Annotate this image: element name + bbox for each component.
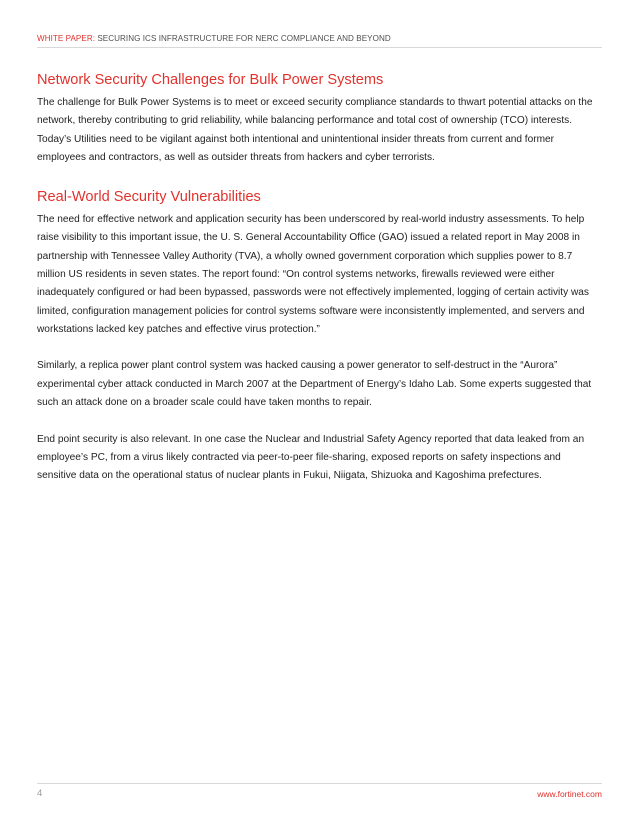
body-paragraph: End point security is also relevant. In one case the Nuclear and Industrial Safety Agency reported that data leaked from an employee’s PC, from a virus likely contracted via peer-to-peer file-sharing, exposed reports on safety inspections and sensitive data on the operational status of nuclear plants in Fukui, Niigata, Shizuoka and Kagoshima prefectures. bbox=[37, 433, 585, 482]
header-title: SECURING ICS INFRASTRUCTURE FOR NERC COMPLIANCE AND BEYOND bbox=[97, 34, 391, 43]
body-paragraph: The challenge for Bulk Power Systems is to meet or exceed security compliance standards to thwart potential attacks on the network, thereby contributing to grid reliability, while balancing performance and total cost of ownership (TCO) interests. Today’s Utilities need to be vigilant against both intentional and unintentional insider threats from current and former employees and contractors, as well as outsider threats from hackers and cyber terrorists. bbox=[37, 97, 593, 163]
page-number: 4 bbox=[37, 788, 43, 799]
section-heading: Network Security Challenges for Bulk Power Systems bbox=[37, 72, 384, 88]
section-network-security-challenges bbox=[37, 72, 602, 167]
body-paragraph: Similarly, a replica power plant control system was hacked causing a power generator to self-destruct in the “Aurora” experimental cyber attack conducted in March 2007 at the Department of Energy’s Idaho Lab. Some experts suggested that such an attack done on a broader scale could have taken months to repair. bbox=[37, 360, 592, 409]
section-heading: Real-World Security Vulnerabilities bbox=[37, 189, 261, 206]
running-header bbox=[37, 34, 602, 43]
header-prefix: WHITE PAPER: bbox=[37, 34, 96, 43]
page-content bbox=[37, 72, 602, 485]
footer-website-link[interactable]: www.fortinet.com bbox=[537, 789, 602, 799]
footer-divider bbox=[37, 783, 602, 784]
section-real-world-vulnerabilities bbox=[37, 189, 602, 485]
header-divider bbox=[37, 47, 602, 48]
body-paragraph: The need for effective network and application security has been underscored by real-world industry assessments. To help raise visibility to this important issue, the U. S. General Accountability Office (GAO) issued a related report in May 2008 in partnership with Tennessee Valley Authority (TVA), a wholly owned government corporation which supplies power to 8.7 million US residents in seven states. The report found: “On control systems networks, firewalls reviewed were either inadequately configured or had been bypassed, passwords were not effectively implemented, logging of certain activity was limited, configuration management policies for control systems software were inconsistently implemented, and servers and workstations lacked key patches and effective virus protection.” bbox=[37, 214, 589, 335]
